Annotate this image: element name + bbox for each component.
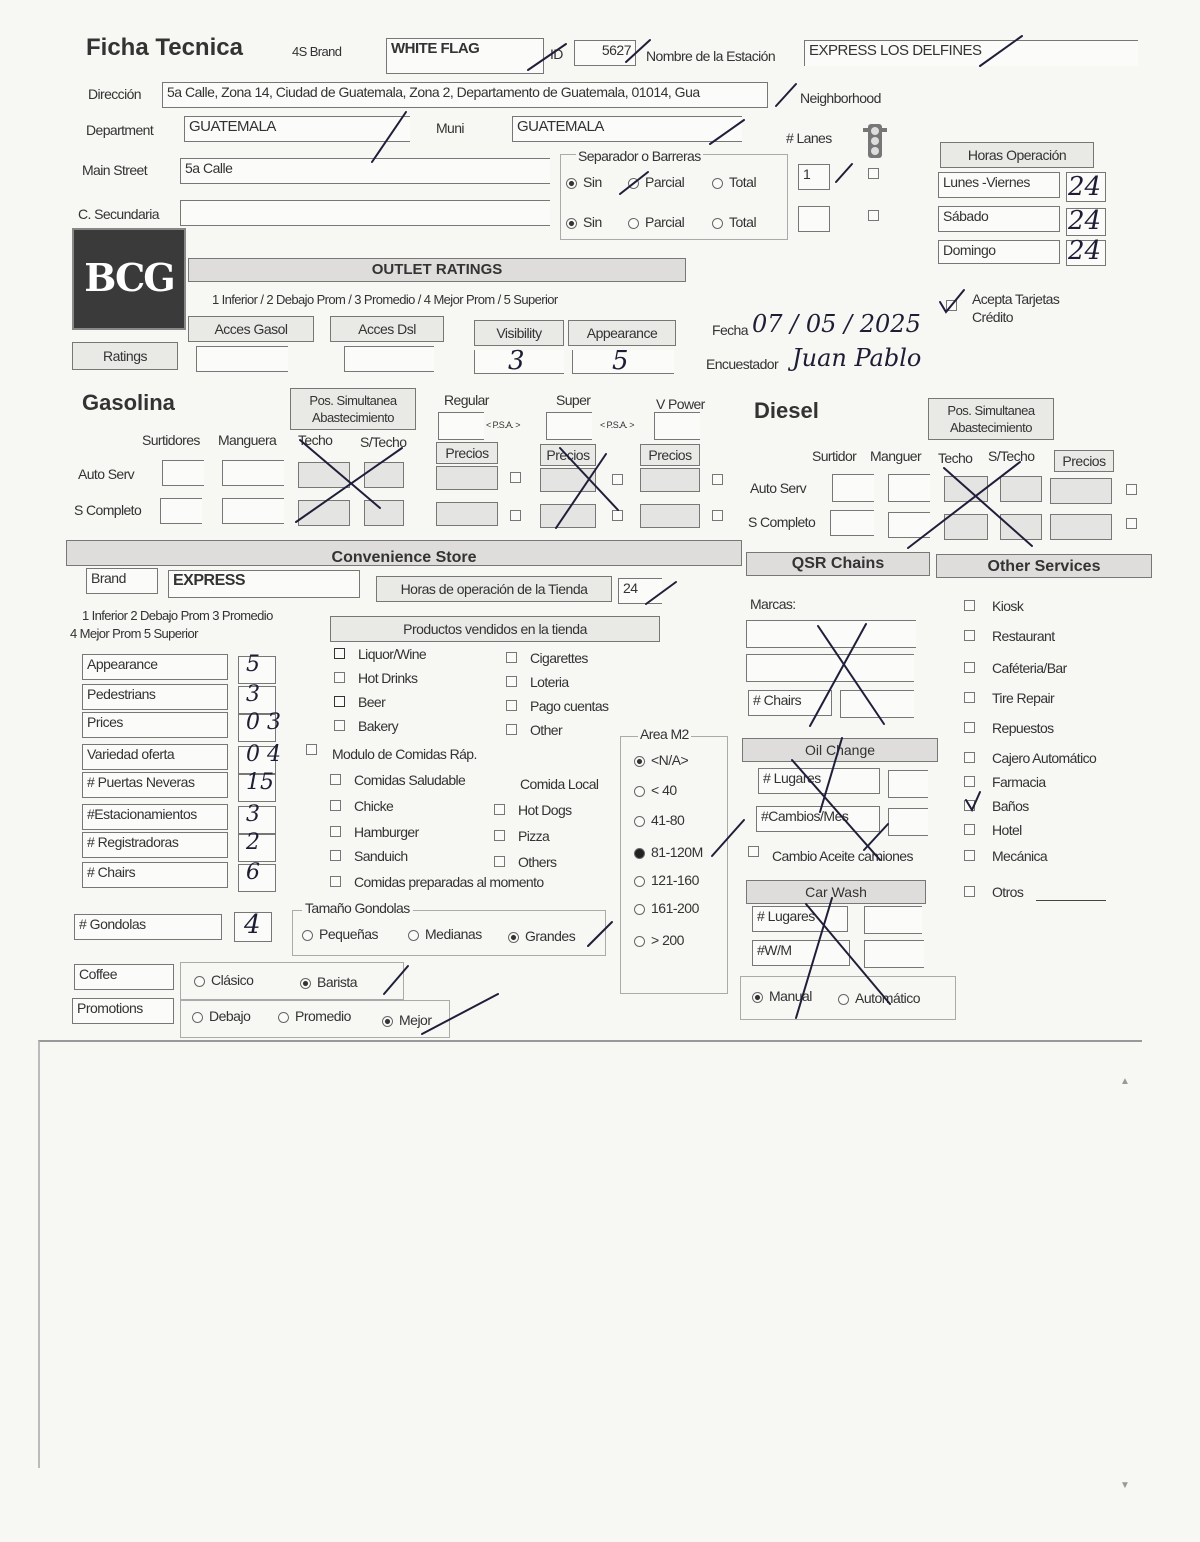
- outlet-ratings-scale: 1 Inferior / 2 Debajo Prom / 3 Promedio / 4 Mejor Prom / 5 Superior: [212, 292, 558, 307]
- regular-precios-header: Precios: [436, 442, 498, 464]
- station-field[interactable]: EXPRESS LOS DELFINES: [804, 40, 1138, 66]
- food-label: Others: [518, 854, 557, 870]
- sunday-label: Domingo: [938, 240, 1060, 264]
- techo-label: Techo: [298, 432, 333, 448]
- secundaria-label: C. Secundaria: [78, 206, 159, 222]
- store-scale-line1: 1 Inferior 2 Debajo Prom 3 Promedio: [82, 608, 273, 623]
- appearance-rating-value: 5: [612, 346, 629, 376]
- modulo-comidas-label: Modulo de Comidas Ráp.: [332, 746, 477, 762]
- area-option[interactable]: 161-200: [634, 900, 699, 916]
- store-brand-label: Brand: [86, 568, 158, 594]
- store-hours-label: Horas de operación de la Tienda: [376, 576, 612, 602]
- diesel-precios-header: Precios: [1054, 450, 1114, 472]
- other-service-label: Otros: [992, 884, 1024, 900]
- encuestador-value: Juan Pablo: [792, 344, 922, 372]
- productos-title: Productos vendidos en la tienda: [330, 616, 660, 642]
- direccion-label: Dirección: [88, 86, 141, 102]
- saturday-label: Sábado: [938, 206, 1060, 232]
- manguera-label: Manguera: [218, 432, 277, 448]
- cw-lugares-label: # Lugares: [752, 906, 848, 932]
- muni-label: Muni: [436, 120, 464, 136]
- main-street-field[interactable]: 5a Calle: [180, 158, 550, 184]
- tamano-grandes[interactable]: Grandes: [508, 928, 575, 944]
- diesel-manguer-label: Manguer: [870, 448, 922, 464]
- product-label: Beer: [358, 694, 386, 710]
- tamano-medianas[interactable]: Medianas: [408, 926, 482, 942]
- gasolina-pos-simultanea: Pos. Simultanea Abastecimiento: [290, 388, 416, 430]
- other-service-label: Caféteria/Bar: [992, 660, 1067, 676]
- food-label: Chicke: [354, 798, 394, 814]
- ratings-label: Ratings: [72, 342, 178, 370]
- store-metric-label: # Registradoras: [82, 832, 228, 858]
- food-label: Pizza: [518, 828, 550, 844]
- product-label: Pago cuentas: [530, 698, 609, 714]
- store-metric-value: 5: [246, 652, 260, 677]
- diesel-stecho-label: S/Techo: [988, 448, 1035, 464]
- visibility-header: Visibility: [474, 320, 564, 346]
- form-title: Ficha Tecnica: [86, 34, 243, 61]
- super-precios-header: Precios: [540, 444, 596, 466]
- area-option[interactable]: 121-160: [634, 872, 699, 888]
- brand-field[interactable]: WHITE FLAG: [386, 38, 544, 74]
- saturday-hours-value: 24: [1068, 206, 1102, 236]
- separador-row1-parcial[interactable]: Parcial: [628, 174, 684, 190]
- area-option[interactable]: <N/A>: [634, 752, 688, 768]
- store-metric-label: Appearance: [82, 654, 228, 680]
- product-label: Liquor/Wine: [358, 646, 427, 662]
- promo-promedio[interactable]: Promedio: [278, 1008, 351, 1024]
- acces-dsl-header: Acces Dsl: [330, 316, 444, 342]
- store-metric-value: 3: [246, 682, 260, 707]
- stecho-label: S/Techo: [360, 434, 407, 450]
- neighborhood-label: Neighborhood: [800, 90, 881, 106]
- store-metric-label: # Puertas Neveras: [82, 772, 228, 798]
- scroll-up-icon[interactable]: ▲: [1120, 1076, 1130, 1087]
- lanes-label: # Lanes: [786, 130, 832, 146]
- convenience-store-title: Convenience Store: [66, 540, 742, 566]
- wash-automatico[interactable]: Automático: [838, 990, 920, 1006]
- muni-field[interactable]: GUATEMALA: [512, 116, 742, 142]
- encuestador-label: Encuestador: [706, 356, 779, 372]
- diesel-surtidor-label: Surtidor: [812, 448, 857, 464]
- store-metric-value: 0 3: [246, 710, 281, 735]
- diesel-techo-label: Techo: [938, 450, 973, 466]
- store-metric-value: 15: [246, 770, 274, 795]
- product-label: Loteria: [530, 674, 569, 690]
- comida-local-label: Comida Local: [520, 776, 599, 792]
- oil-lugares-label: # Lugares: [758, 768, 880, 794]
- main-street-label: Main Street: [82, 162, 147, 178]
- diesel-pos-simultanea: Pos. Simultanea Abastecimiento: [928, 398, 1054, 440]
- coffee-barista[interactable]: Barista: [300, 974, 357, 990]
- gondolas-value: 4: [244, 910, 261, 940]
- direccion-field[interactable]: 5a Calle, Zona 14, Ciudad de Guatemala, Zona 2, Departamento de Guatemala, 01014, Gua: [162, 82, 768, 108]
- area-option[interactable]: 41-80: [634, 812, 684, 828]
- store-metric-label: Prices: [82, 712, 228, 738]
- product-label: Cigarettes: [530, 650, 588, 666]
- gondolas-label: # Gondolas: [74, 914, 222, 940]
- store-metric-value: 2: [246, 830, 260, 855]
- other-service-label: Mecánica: [992, 848, 1048, 864]
- separador-row1-sin[interactable]: Sin: [566, 174, 602, 190]
- gas-s-completo-label: S Completo: [74, 502, 142, 518]
- super-psa-label: < P.S.A. >: [600, 420, 634, 430]
- brand-label: 4S Brand: [292, 44, 342, 59]
- area-option[interactable]: 81-120M: [634, 844, 703, 860]
- weekday-hours-value: 24: [1068, 172, 1102, 202]
- other-services-title: Other Services: [936, 554, 1152, 578]
- diesel-title: Diesel: [754, 398, 819, 423]
- wm-label: #W/M: [752, 940, 850, 966]
- department-field[interactable]: GUATEMALA: [184, 116, 410, 142]
- store-scale-line2: 4 Mejor Prom 5 Superior: [70, 626, 198, 641]
- vpower-label: V Power: [656, 396, 705, 412]
- store-metric-label: #Estacionamientos: [82, 804, 228, 830]
- oil-change-title: Oil Change: [742, 738, 938, 762]
- horas-operacion-title: Horas Operación: [940, 142, 1094, 168]
- regular-label: Regular: [444, 392, 489, 408]
- other-service-label: Baños: [992, 798, 1029, 814]
- fecha-label: Fecha: [712, 322, 748, 338]
- acepta-tarjetas-label: Acepta Tarjetas Crédito: [972, 291, 1060, 325]
- gasolina-title: Gasolina: [82, 390, 175, 415]
- qsr-chairs-label: # Chairs: [748, 690, 832, 716]
- marcas-label: Marcas:: [750, 596, 796, 612]
- store-metric-label: # Chairs: [82, 862, 228, 888]
- separador-row2-parcial[interactable]: Parcial: [628, 214, 684, 230]
- separador-row2-sin[interactable]: Sin: [566, 214, 602, 230]
- car-wash-title: Car Wash: [746, 880, 926, 904]
- department-label: Department: [86, 122, 154, 138]
- food-label: Sanduich: [354, 848, 408, 864]
- store-metric-value: 0 4: [246, 742, 281, 767]
- other-service-label: Farmacia: [992, 774, 1046, 790]
- vpower-precios-header: Precios: [640, 444, 700, 466]
- other-service-label: Repuestos: [992, 720, 1054, 736]
- food-label: Hot Dogs: [518, 802, 572, 818]
- appearance-header: Appearance: [568, 320, 676, 346]
- separador-row2-total[interactable]: Total: [712, 214, 756, 230]
- product-label: Other: [530, 722, 563, 738]
- promo-debajo[interactable]: Debajo: [192, 1008, 250, 1024]
- coffee-clasico[interactable]: Clásico: [194, 972, 253, 988]
- bcg-logo: BCG: [72, 228, 186, 330]
- super-label: Super: [556, 392, 591, 408]
- acces-gasol-header: Acces Gasol: [188, 316, 314, 342]
- store-hours-field[interactable]: 24: [618, 578, 662, 604]
- outlet-ratings-title: OUTLET RATINGS: [188, 258, 686, 282]
- area-m2-title: Area M2: [640, 726, 689, 742]
- tamano-pequenas[interactable]: Pequeñas: [302, 926, 378, 942]
- food-label: Comidas preparadas al momento: [354, 874, 544, 890]
- separador-title: Separador o Barreras: [578, 148, 701, 164]
- other-service-label: Kiosk: [992, 598, 1024, 614]
- visibility-rating-value: 3: [508, 346, 525, 376]
- promotions-label: Promotions: [72, 998, 174, 1024]
- other-service-label: Cajero Automático: [992, 750, 1097, 766]
- diesel-auto-serv-label: Auto Serv: [750, 480, 807, 496]
- area-option[interactable]: < 40: [634, 782, 677, 798]
- camiones-label: Cambio Aceite camiones: [772, 848, 913, 864]
- oil-cambios-label: #Cambios/Mes: [756, 806, 880, 832]
- scroll-down-icon[interactable]: ▼: [1120, 1480, 1130, 1491]
- area-option[interactable]: > 200: [634, 932, 684, 948]
- sunday-hours-value: 24: [1068, 236, 1102, 266]
- tamano-gondolas-title: Tamaño Gondolas: [302, 900, 413, 916]
- store-metric-label: Variedad oferta: [82, 744, 228, 770]
- store-metric-value: 3: [246, 802, 260, 827]
- qsr-chains-title: QSR Chains: [746, 552, 930, 576]
- store-metric-label: Pedestrians: [82, 684, 228, 710]
- food-label: Hamburger: [354, 824, 419, 840]
- fecha-value: 07 / 05 / 2025: [752, 310, 921, 338]
- store-brand-field[interactable]: EXPRESS: [168, 570, 360, 598]
- other-service-label: Tire Repair: [992, 690, 1055, 706]
- id-field[interactable]: 5627: [574, 40, 636, 66]
- id-label: ID: [550, 46, 563, 62]
- store-metric-value: 6: [246, 860, 260, 885]
- diesel-s-completo-label: S Completo: [748, 514, 816, 530]
- promo-mejor[interactable]: Mejor: [382, 1012, 432, 1028]
- station-label: Nombre de la Estación: [646, 48, 776, 64]
- lanes-field[interactable]: 1: [798, 164, 830, 190]
- separador-row1-total[interactable]: Total: [712, 174, 756, 190]
- gas-auto-serv-label: Auto Serv: [78, 466, 135, 482]
- coffee-label: Coffee: [74, 964, 174, 990]
- product-label: Bakery: [358, 718, 398, 734]
- wash-manual[interactable]: Manual: [752, 988, 812, 1004]
- product-label: Hot Drinks: [358, 670, 418, 686]
- other-service-label: Hotel: [992, 822, 1022, 838]
- food-label: Comidas Saludable: [354, 772, 466, 788]
- other-service-label: Restaurant: [992, 628, 1055, 644]
- regular-psa-label: < P.S.A. >: [486, 420, 520, 430]
- surtidores-label: Surtidores: [142, 432, 200, 448]
- weekday-label: Lunes -Viernes: [938, 172, 1060, 198]
